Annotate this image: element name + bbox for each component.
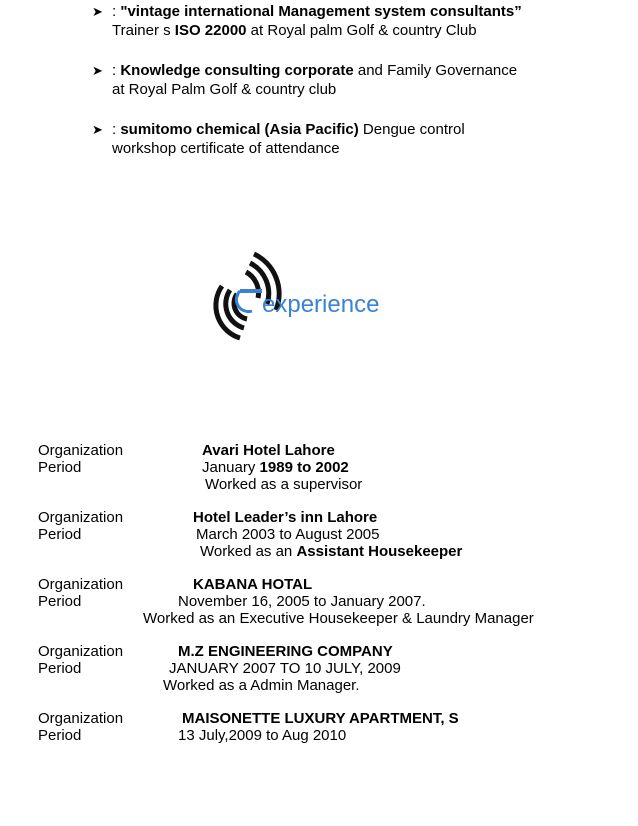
- experience-entry: [38, 643, 638, 694]
- period-value: November 16, 2005 to January 2007.: [178, 593, 426, 610]
- logo-text: experience: [262, 291, 380, 318]
- organization-name: KABANA HOTAL: [193, 576, 313, 593]
- period-value: January 1989 to 2002: [202, 459, 349, 476]
- organization-name: Avari Hotel Lahore: [202, 442, 335, 459]
- certification-text: : Knowledge consulting corporate and Family Governance at Royal Palm Golf & country club: [112, 62, 518, 98]
- experience-entry: [38, 442, 638, 493]
- role-value: Worked as a supervisor: [205, 476, 363, 493]
- organization-label: Organization: [38, 576, 124, 593]
- period-label: Period: [38, 526, 82, 543]
- list-item: [92, 120, 532, 158]
- certification-text: : "vintage international Management system consultants” Trainer s ISO 22000 at Royal palm Golf & country Club: [112, 3, 522, 39]
- certifications-list: [92, 2, 532, 179]
- organization-label: Organization: [38, 509, 124, 526]
- experience-logo: [200, 246, 380, 350]
- organization-label: Organization: [38, 643, 124, 660]
- organization-name: Hotel Leader’s inn Lahore: [193, 509, 378, 526]
- arrow-bullet-icon: ➤: [92, 63, 103, 78]
- period-label: Period: [38, 660, 82, 677]
- period-label: Period: [38, 459, 82, 476]
- experience-entry: [38, 509, 638, 560]
- period-value: JANUARY 2007 TO 10 JULY, 2009: [169, 660, 401, 677]
- organization-name: M.Z ENGINEERING COMPANY: [178, 643, 393, 660]
- role-value: Worked as an Executive Housekeeper & Laundry Manager: [143, 610, 534, 627]
- experience-entry: [38, 576, 638, 627]
- list-item: [92, 61, 532, 99]
- organization-label: Organization: [38, 442, 124, 459]
- experience-entry: [38, 710, 638, 744]
- period-value: March 2003 to August 2005: [196, 526, 380, 543]
- certification-text: : sumitomo chemical (Asia Pacific) Dengue control workshop certificate of attendance: [112, 121, 465, 157]
- role-value: Worked as an Assistant Housekeeper: [200, 543, 463, 560]
- arrow-bullet-icon: ➤: [92, 122, 103, 137]
- period-label: Period: [38, 727, 82, 744]
- list-item: [92, 2, 532, 40]
- period-label: Period: [38, 593, 82, 610]
- organization-label: Organization: [38, 710, 124, 727]
- period-value: 13 July,2009 to Aug 2010: [178, 727, 347, 744]
- organization-name: MAISONETTE LUXURY APARTMENT, S: [182, 710, 459, 727]
- role-value: Worked as a Admin Manager.: [163, 677, 360, 694]
- arrow-bullet-icon: ➤: [92, 4, 103, 19]
